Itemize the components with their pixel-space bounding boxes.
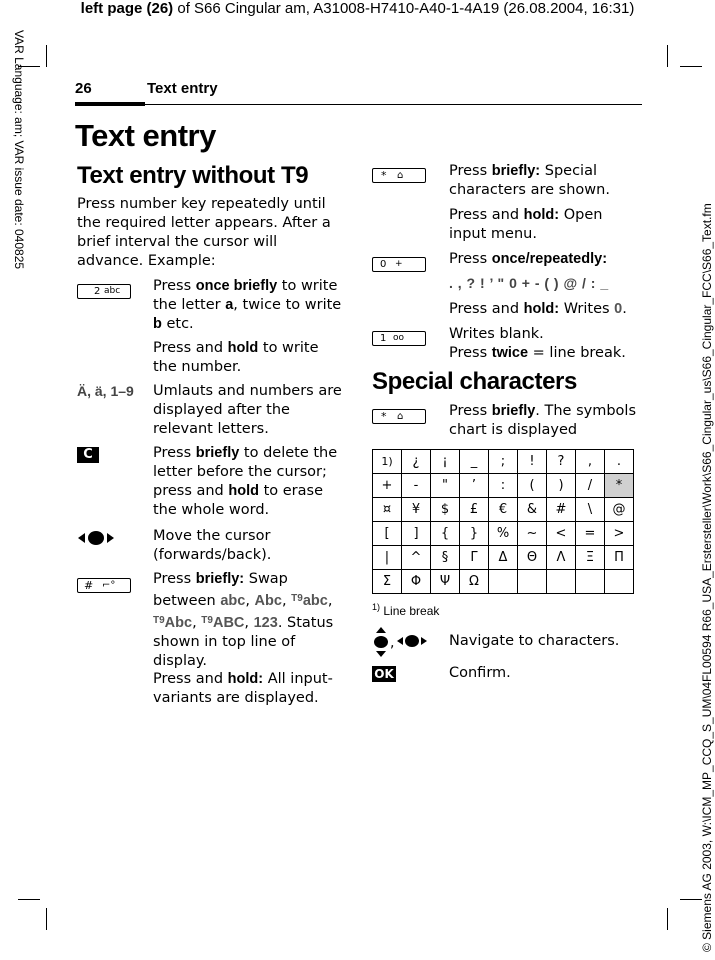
- star-key-hold-description: Press and hold: Open input menu.: [449, 207, 603, 242]
- table-cell: €: [489, 498, 518, 522]
- table-cell: [: [373, 522, 402, 546]
- hash-key-description: Press briefly: Swap between abc, Abc, $^{T9}$abc, $^{T9}$Abc, $^{T9}$ABC, 123. Status shown in top line of display.: [153, 571, 334, 669]
- table-cell: Ω: [460, 570, 489, 594]
- zero-key-characters: . , ? ! ’ " 0 + - ( ) @ / : _: [449, 275, 609, 291]
- table-cell: <: [547, 522, 576, 546]
- crop-mark: [680, 66, 702, 67]
- header-rule-accent: [75, 102, 145, 106]
- side-note-left: VAR Language: am; VAR issue date: 040825: [12, 30, 26, 270]
- table-cell: [518, 570, 547, 594]
- cursor-description: Move the cursor (forwards/back).: [153, 528, 272, 563]
- key-2-hold-description: Press and hold to write the number.: [153, 340, 319, 375]
- page-number: 26: [75, 80, 92, 97]
- table-cell: Λ: [547, 546, 576, 570]
- star-key-icon: * ⌂: [372, 168, 426, 183]
- table-cell: §: [431, 546, 460, 570]
- table-cell: /: [576, 474, 605, 498]
- table-cell: .: [605, 450, 634, 474]
- table-cell: ~: [518, 522, 547, 546]
- svg-text:,: ,: [390, 635, 395, 651]
- zero-key-hold-description: Press and hold: Writes 0.: [449, 301, 627, 317]
- intro-paragraph: Press number key repeatedly until the required letter appears. After a brief interval the cursor will advance. Example:: [77, 196, 331, 269]
- table-cell: +: [373, 474, 402, 498]
- table-cell: (: [518, 474, 547, 498]
- navigation-four-way-icon: [372, 627, 428, 657]
- table-cell: £: [460, 498, 489, 522]
- table-cell: |: [373, 546, 402, 570]
- running-title: Text entry: [147, 80, 218, 97]
- table-cell: Σ: [373, 570, 402, 594]
- table-cell: Γ: [460, 546, 489, 570]
- table-cell: -: [402, 474, 431, 498]
- hash-key-icon: # ⌐°: [77, 578, 131, 593]
- clear-key-description: Press briefly to delete the letter before the cursor; press and hold to erase the whole word.: [153, 445, 338, 518]
- crop-mark: [46, 908, 47, 930]
- crop-mark: [18, 899, 40, 900]
- table-cell: *: [605, 474, 634, 498]
- table-cell: }: [460, 522, 489, 546]
- crop-mark: [667, 908, 668, 930]
- slug-line: [0, 0, 715, 17]
- table-cell: Ψ: [431, 570, 460, 594]
- special-characters-description: Press briefly. The symbols chart is displayed: [449, 403, 637, 438]
- table-cell: ;: [489, 450, 518, 474]
- section-heading-special-characters: Special characters: [372, 368, 577, 395]
- table-cell: @: [605, 498, 634, 522]
- one-key-twice-description: Press twice = line break.: [449, 345, 626, 361]
- table-cell: >: [605, 522, 634, 546]
- table-cell: \: [576, 498, 605, 522]
- one-key-icon: 1 oo: [372, 331, 426, 346]
- footnote: $^{1)}$ Line break: [372, 602, 440, 618]
- table-row: [373, 498, 634, 522]
- table-cell: 1): [373, 450, 402, 474]
- table-cell: ]: [402, 522, 431, 546]
- table-row: [373, 474, 634, 498]
- key-2-icon: [77, 284, 131, 299]
- section-heading-without-t9: Text entry without T9: [77, 162, 309, 189]
- key-2-description: Press once briefly to write the letter a, twice to write b etc.: [153, 278, 342, 332]
- star-key-icon-2: * ⌂: [372, 409, 426, 424]
- table-cell: Δ: [489, 546, 518, 570]
- table-row: [373, 522, 634, 546]
- table-row: [373, 570, 634, 594]
- key-2-main: 2: [94, 286, 101, 297]
- table-row: [373, 450, 634, 474]
- table-cell: ¡: [431, 450, 460, 474]
- table-cell: ,: [576, 450, 605, 474]
- table-cell: [605, 570, 634, 594]
- side-note-right: © Siemens AG 2003, W:\ICM_MP_CCQ_S_UM\04FL00594 R66_USA_Erstersteller\Work\S66_Cingular_us\S66_Cingular_FCC\S66_Text.fm: [700, 203, 714, 952]
- slug-bold: left page (26): [80, 0, 174, 17]
- key-2-sub: abc: [104, 286, 121, 296]
- slug-rest: of S66 Cingular am, A31008-H7410-A40-1-4A19 (26.08.2004, 16:31): [173, 0, 635, 17]
- table-cell: ¿: [402, 450, 431, 474]
- table-cell: [576, 570, 605, 594]
- table-cell: Θ: [518, 546, 547, 570]
- header-rule: [75, 104, 642, 105]
- table-cell: ¤: [373, 498, 402, 522]
- table-cell: %: [489, 522, 518, 546]
- crop-mark: [667, 45, 668, 67]
- table-cell: ¥: [402, 498, 431, 522]
- table-cell: _: [460, 450, 489, 474]
- table-cell: Ξ: [576, 546, 605, 570]
- table-cell: !: [518, 450, 547, 474]
- table-cell: ": [431, 474, 460, 498]
- table-cell: $: [431, 498, 460, 522]
- table-row: [373, 546, 634, 570]
- ok-key-icon: OK: [372, 666, 396, 682]
- table-cell: {: [431, 522, 460, 546]
- table-cell: Π: [605, 546, 634, 570]
- one-key-description: Writes blank.: [449, 326, 544, 342]
- umlaut-label: Ä, ä, 1–9: [77, 383, 134, 399]
- table-cell: :: [489, 474, 518, 498]
- confirm-description: Confirm.: [449, 665, 511, 681]
- table-cell: ’: [460, 474, 489, 498]
- zero-key-icon: 0 +: [372, 257, 426, 272]
- table-cell: Φ: [402, 570, 431, 594]
- table-cell: [547, 570, 576, 594]
- hash-key-hold-description: Press and hold: All input-variants are displayed.: [153, 671, 333, 706]
- crop-mark: [680, 899, 702, 900]
- table-cell: #: [547, 498, 576, 522]
- table-cell: ?: [547, 450, 576, 474]
- table-cell: ^: [402, 546, 431, 570]
- table-cell: =: [576, 522, 605, 546]
- crop-mark: [46, 45, 47, 67]
- table-cell: &: [518, 498, 547, 522]
- page-title: Text entry: [75, 118, 216, 153]
- star-key-description: Press briefly: Special characters are shown.: [449, 163, 610, 198]
- table-cell: [489, 570, 518, 594]
- clear-key-icon: C: [77, 447, 99, 463]
- navigate-description: Navigate to characters.: [449, 633, 620, 649]
- zero-key-description: Press once/repeatedly:: [449, 251, 608, 267]
- table-cell: ): [547, 474, 576, 498]
- special-characters-table: [372, 449, 634, 594]
- navigation-left-right-icon: [77, 530, 115, 546]
- umlaut-description: Umlauts and numbers are displayed after the relevant letters.: [153, 383, 342, 437]
